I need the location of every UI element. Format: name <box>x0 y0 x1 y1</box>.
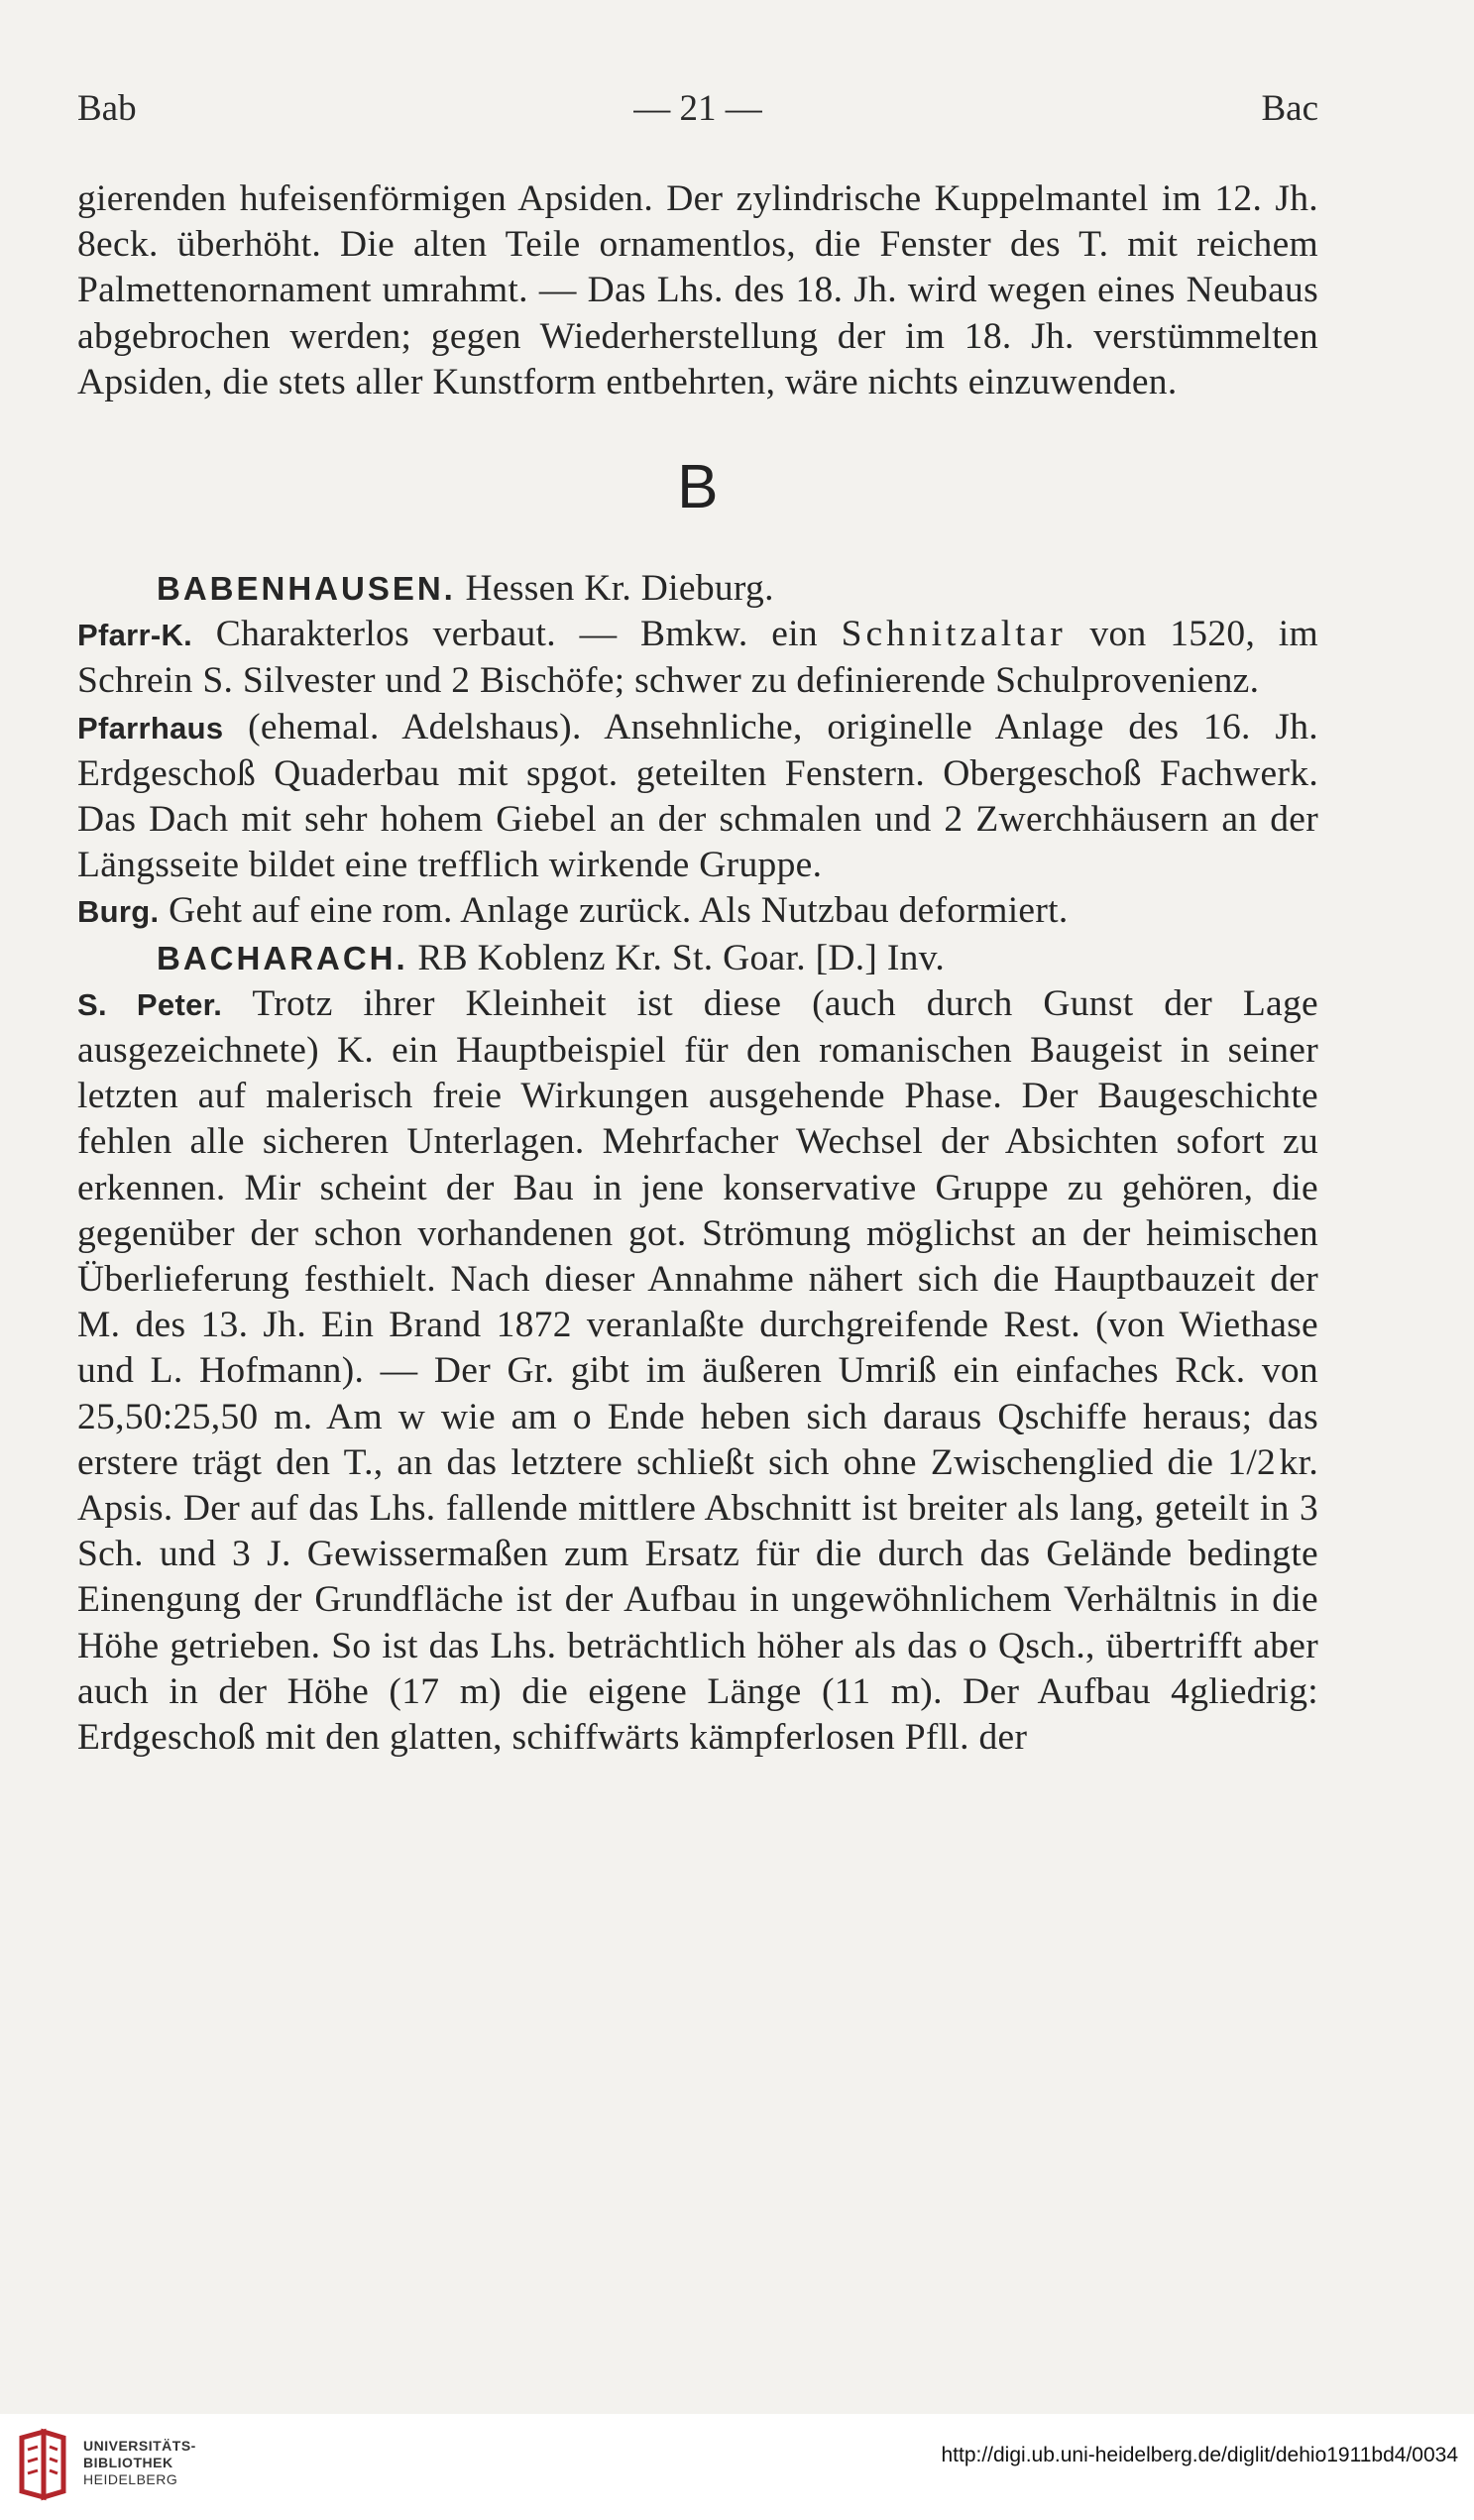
place-location: RB Koblenz Kr. St. Goar. [D.] Inv. <box>417 937 946 978</box>
entry-head: Pfarrhaus <box>77 710 224 745</box>
page-number: — 21 — <box>633 88 762 129</box>
place-location: Hessen Kr. Dieburg. <box>465 568 774 610</box>
entry-text: Charakterlos verbaut. — Bmkw. ein <box>215 614 842 655</box>
entry-s-peter <box>77 981 1318 1761</box>
entry-text: kr. Apsis. Der auf das Lhs. fallende mittlere Abschnitt ist breiter als lang, geteilt in 3 Sch. und 3 J. Gewissermaßen zum Ersatz für die durch das Gelände bedingte Einengung der Grundfläche ist der Aufbau in ungewöhnlichem Verhältnis in die Höhe getrieben. So ist das Lhs. beträchtlich höher als das o Qsch., übertrifft aber auch in der Höhe (17 m) die eigene Länge (11 m). Der Aufbau 4gliedrig: Erdgeschoß mit den glatten, schiffwärts kämpferlosen Pfll. der <box>77 1441 1318 1759</box>
entry-text: Trotz ihrer Kleinheit ist diese (auch durch Gunst der Lage ausgezeichnete) K. ein Hauptbeispiel für den romanischen Baugeist in seiner letzten auf malerisch freie Wirkungen ausgehende Phase. Der Baugeschichte fehlen alle sicheren Unterlagen. Mehrfacher Wechsel der Absichten sofort zu erkennen. Mir scheint der Bau in jene konservative Gruppe zu gehören, die gegenüber der schon vorhandenen got. Strömung möglichst an der heimischen Überlieferung festhielt. Nach dieser Annahme nähert sich die Hauptbauzeit der M. des 13. Jh. Ein Brand 1872 veranlaßte durchgreifende Rest. (von Wiethase und L. Hofmann). — Der Gr. gibt im äußeren Umriß ein einfaches Rck. von 25,50:25,50 m. Am w wie am o Ende heben sich daraus Qschiffe heraus; das erstere trägt den T., an das letztere schließt sich ohne Zwischenglied die <box>77 982 1318 1483</box>
page-body <box>77 176 1318 1761</box>
header-right-keyword: Bac <box>1261 88 1318 129</box>
library-footer <box>0 2414 1474 2520</box>
library-logo-icon <box>14 2428 71 2503</box>
place-name: BABENHAUSEN. <box>157 570 456 608</box>
entry-text: (ehemal. Adelshaus). Ansehnliche, originelle Anlage des 16. Jh. Erdgeschoß Quaderbau mit spgot. geteilten Fenstern. Obergeschoß Fachwerk. Das Dach mit sehr hohem Giebel an der schmalen und 2 Zwerchhäusern an der Längsseite bildet eine trefflich wirkende Gruppe. <box>77 706 1318 886</box>
entry-text-spaced: Schnitzaltar <box>841 614 1067 655</box>
library-logo-text <box>83 2438 196 2488</box>
entry-pfarrkirche <box>77 612 1318 704</box>
entry-head: Pfarr-K. <box>77 618 193 653</box>
logo-line: HEIDELBERG <box>83 2471 178 2487</box>
place-heading-bacharach <box>77 936 1318 981</box>
logo-line: UNIVERSITÄTS- <box>83 2438 196 2454</box>
entry-head: S. Peter. <box>77 986 223 1022</box>
header-left-keyword: Bab <box>77 88 137 129</box>
intro-paragraph: gierenden hufeisenförmigen Apsiden. Der zylindrische Kuppelmantel im 12. Jh. 8eck. überhöht. Die alten Teile ornamentlos, die Fenster des T. mit reichem Palmettenornament umrahmt. — Das Lhs. des 18. Jh. wird wegen eines Neubaus abgebrochen werden; gegen Wiederherstellung der im 18. Jh. verstümmelten Apsiden, die stets aller Kunstform entbehrten, wäre nichts einzuwenden. <box>77 178 1318 402</box>
place-heading-babenhausen <box>77 566 1318 612</box>
entry-head: Burg. <box>77 894 160 930</box>
fraction: 1/2 <box>1227 1441 1277 1483</box>
entry-text: Geht auf eine rom. Anlage zurück. Als Nutzbau deformiert. <box>169 890 1069 932</box>
entry-text: von 1520, im Schrein S. Silvester und 2 Bischöfe; schwer zu definierende Schulprovenienz. <box>77 614 1318 702</box>
place-name: BACHARACH. <box>157 939 408 976</box>
source-url-link[interactable]: http://digi.ub.uni-heidelberg.de/diglit/dehio1911bd4/0034 <box>941 2444 1458 2466</box>
logo-line: BIBLIOTHEK <box>83 2455 173 2470</box>
entry-pfarrhaus <box>77 705 1318 889</box>
entry-burg <box>77 888 1318 935</box>
section-letter: B <box>677 453 719 522</box>
running-header <box>77 87 1318 137</box>
